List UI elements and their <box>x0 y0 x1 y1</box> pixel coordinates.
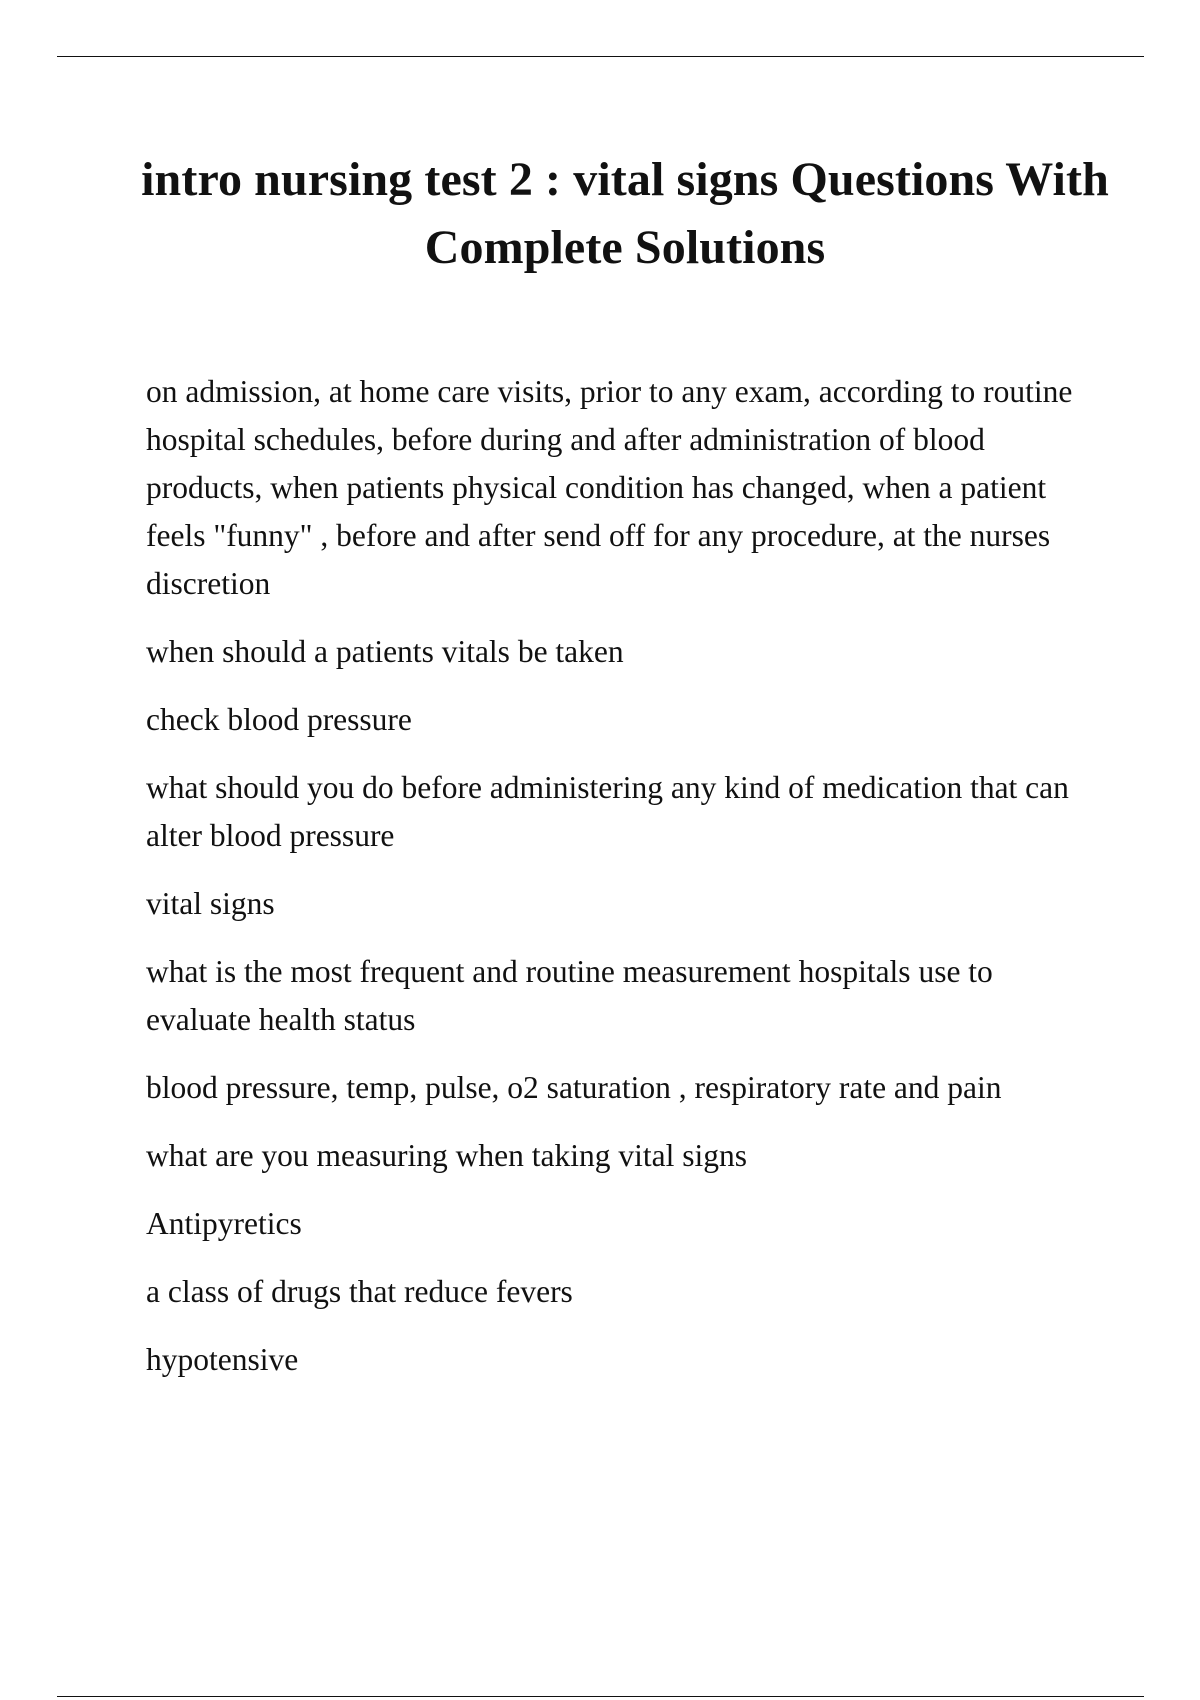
question-text: what should you do before administering any kind of medication that can alter blood pressure <box>146 770 1069 853</box>
answer-text: blood pressure, temp, pulse, o2 saturation , respiratory rate and pain <box>146 1070 1002 1105</box>
answer-text: check blood pressure <box>146 702 412 737</box>
answer-text: vital signs <box>146 886 275 921</box>
answer-text: on admission, at home care visits, prior to any exam, according to routine hospital schedules, before during and after administration of blood products, when patients physical condition has changed, when a patient feels "funny" , before and after send off for any procedure, at the nurses discretion <box>146 374 1073 601</box>
document-body <box>146 368 1101 1404</box>
question-text: what are you measuring when taking vital signs <box>146 1138 747 1173</box>
answer-text: hypotensive <box>146 1342 299 1377</box>
question-text: when should a patients vitals be taken <box>146 634 624 669</box>
page-title: intro nursing test 2 : vital signs Questions With Complete Solutions <box>141 153 1109 274</box>
bottom-divider <box>57 1696 1144 1697</box>
top-divider <box>57 56 1144 57</box>
question-text: a class of drugs that reduce fevers <box>146 1274 573 1309</box>
question-text: what is the most frequent and routine measurement hospitals use to evaluate health status <box>146 954 993 1037</box>
answer-text: Antipyretics <box>146 1206 302 1241</box>
